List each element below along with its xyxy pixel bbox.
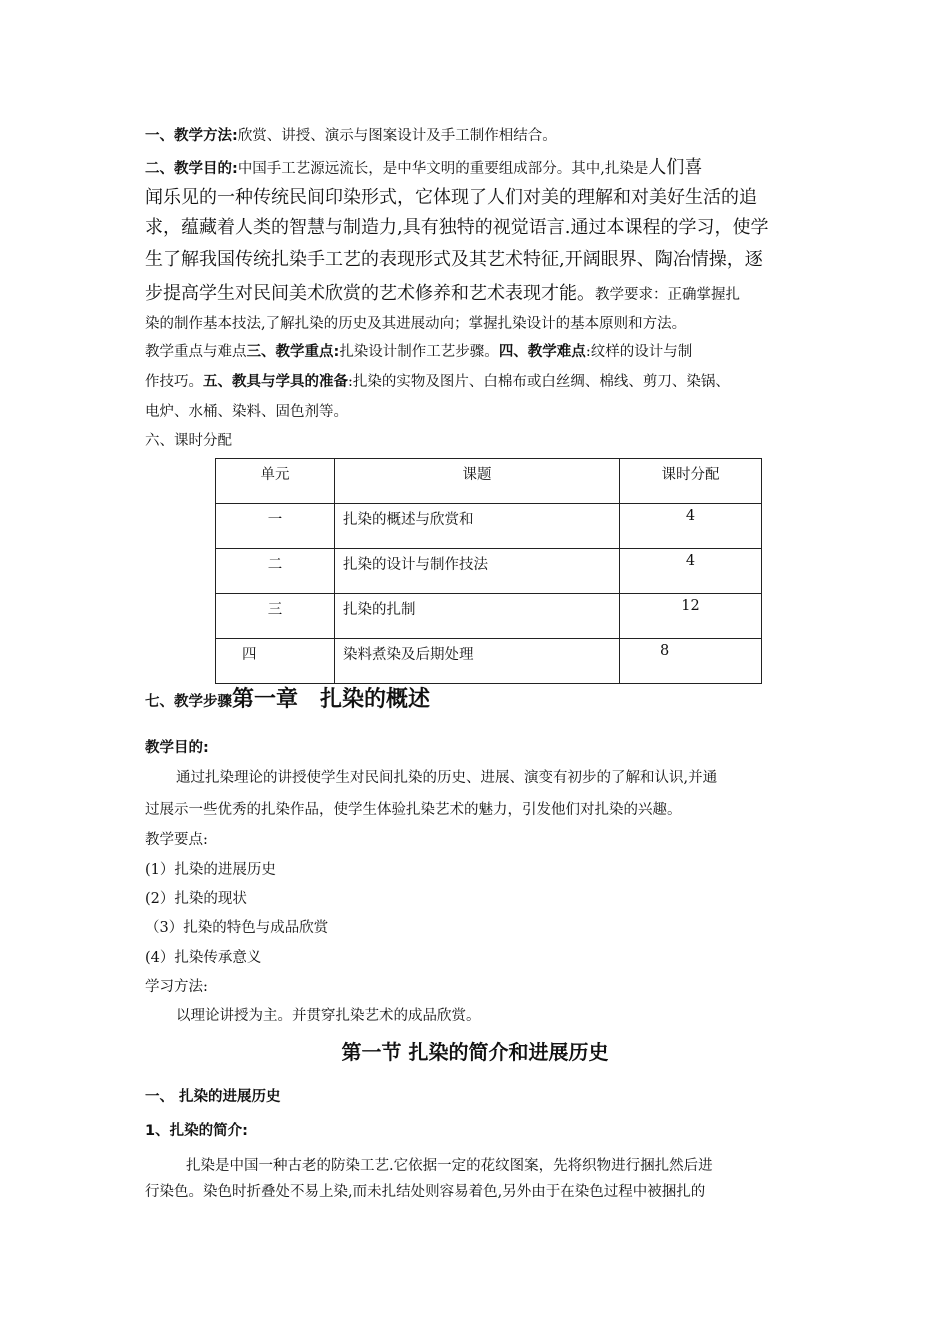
chapter-title: 第一章 扎染的概述: [232, 687, 431, 712]
teaching-goal-text-1b: 人们喜: [648, 157, 703, 178]
table-row: [216, 549, 762, 594]
teaching-goal-text-1: 中国手工艺源远流长，是中华文明的重要组成部分。其中,扎染是: [237, 161, 649, 177]
table-header-row: [216, 459, 762, 504]
teaching-goal-text-5a: 步提高学生对民间美术欣赏的艺术修养和艺术表现才能。: [145, 283, 595, 304]
chapter-heading: [145, 682, 430, 713]
teaching-requirement-text: 教学要求：正确掌握扎: [595, 287, 740, 303]
teaching-method-line: [145, 126, 557, 146]
teaching-method-text: 欣赏、讲授、演示与图案设计及手工制作相结合。: [237, 128, 557, 144]
header-hours: 课时分配: [620, 459, 762, 504]
cell-unit: 一: [216, 504, 335, 549]
hours-label: 六、课时分配: [145, 433, 232, 449]
chapter-prefix: 七、教学步骤: [145, 694, 232, 710]
cell-hours: 12: [620, 594, 762, 639]
cell-hours: 4: [620, 549, 762, 594]
cell-topic: 扎染的概述与欣赏和: [335, 504, 620, 549]
difficulty-label: 四、教学难点: [498, 344, 586, 360]
cell-hours: 4: [620, 504, 762, 549]
table-row: [216, 594, 762, 639]
key-points-prefix: 教学重点与难点: [145, 344, 247, 360]
key-points-line-2: [145, 372, 730, 392]
cell-topic: 扎染的扎制: [335, 594, 620, 639]
teaching-goal-line-3: 求，蕴藏着人类的智慧与制造力,具有独特的视觉语言.通过本课程的学习，使学: [145, 217, 769, 238]
points-item-4: (4）扎染传承意义: [145, 950, 262, 966]
teaching-goal-line-4: 生了解我国传统扎染手工艺的表现形式及其艺术特征,开阔眼界、陶冶情操，逐: [145, 249, 763, 270]
difficulty-text-cont: 作技巧。: [145, 374, 203, 390]
hours-table: [215, 458, 762, 684]
cell-hours: 8: [620, 639, 762, 684]
teaching-goal-line-2: 闻乐见的一种传统民间印染形式，它体现了人们对美的理解和对美好生活的追: [145, 187, 757, 208]
points-label: 教学要点:: [145, 832, 208, 848]
teaching-method-label: 一、教学方法:: [145, 128, 238, 144]
cell-unit: 四: [216, 639, 335, 684]
points-item-3: （3）扎染的特色与成品欣赏: [145, 920, 329, 936]
teaching-goal-line-6: 染的制作基本技法,了解扎染的历史及其进展动向；掌握扎染设计的基本原则和方法。: [145, 316, 687, 332]
key-points-line-3: 电炉、水桶、染料、固色剂等。: [145, 404, 348, 420]
header-topic: 课题: [335, 459, 620, 504]
key-points-line-1: [145, 342, 692, 362]
teaching-goal-line-1: [145, 156, 702, 180]
section-title: 第一节 扎染的简介和进展历史: [341, 1040, 609, 1064]
points-item-2: (2）扎染的现状: [145, 891, 247, 907]
difficulty-text: :纹样的设计与制: [585, 344, 693, 360]
intro-p2: 行染色。染色时折叠处不易上染,而未扎结处则容易着色,另外由于在染色过程中被捆扎的: [145, 1184, 706, 1200]
key-points-label: 三、教学重点:: [246, 344, 340, 360]
table-row: [216, 639, 762, 684]
cell-unit: 三: [216, 594, 335, 639]
cell-topic: 扎染的设计与制作技法: [335, 549, 620, 594]
tools-label: 五、教具与学具的准备: [203, 374, 348, 390]
method-label: 学习方法:: [145, 979, 208, 995]
teaching-goal-line-5: [145, 282, 740, 306]
key-points-text: 扎染设计制作工艺步骤。: [339, 344, 499, 360]
chapter-goal-p2: 过展示一些优秀的扎染作品，使学生体验扎染艺术的魅力，引发他们对扎染的兴趣。: [145, 802, 682, 818]
teaching-goal-label: 二、教学目的:: [145, 161, 238, 177]
table-row: [216, 504, 762, 549]
method-text: 以理论讲授为主。并贯穿扎染艺术的成品欣赏。: [176, 1008, 481, 1024]
cell-topic: 染料煮染及后期处理: [335, 639, 620, 684]
intro-label: 1、扎染的简介:: [145, 1123, 248, 1139]
chapter-goal-p1: 通过扎染理论的讲授使学生对民间扎染的历史、进展、演变有初步的了解和认识,并通: [176, 770, 718, 786]
points-item-1: (1）扎染的进展历史: [145, 862, 276, 878]
subsection-label: 一、 扎染的进展历史: [145, 1089, 281, 1105]
cell-unit: 二: [216, 549, 335, 594]
intro-p1: 扎染是中国一种古老的防染工艺.它依据一定的花纹图案，先将织物进行捆扎然后进: [186, 1158, 713, 1174]
chapter-goal-label: 教学目的:: [145, 740, 209, 756]
tools-text: :扎染的实物及图片、白棉布或白丝绸、棉线、剪刀、染锅、: [348, 374, 730, 390]
header-unit: 单元: [216, 459, 335, 504]
